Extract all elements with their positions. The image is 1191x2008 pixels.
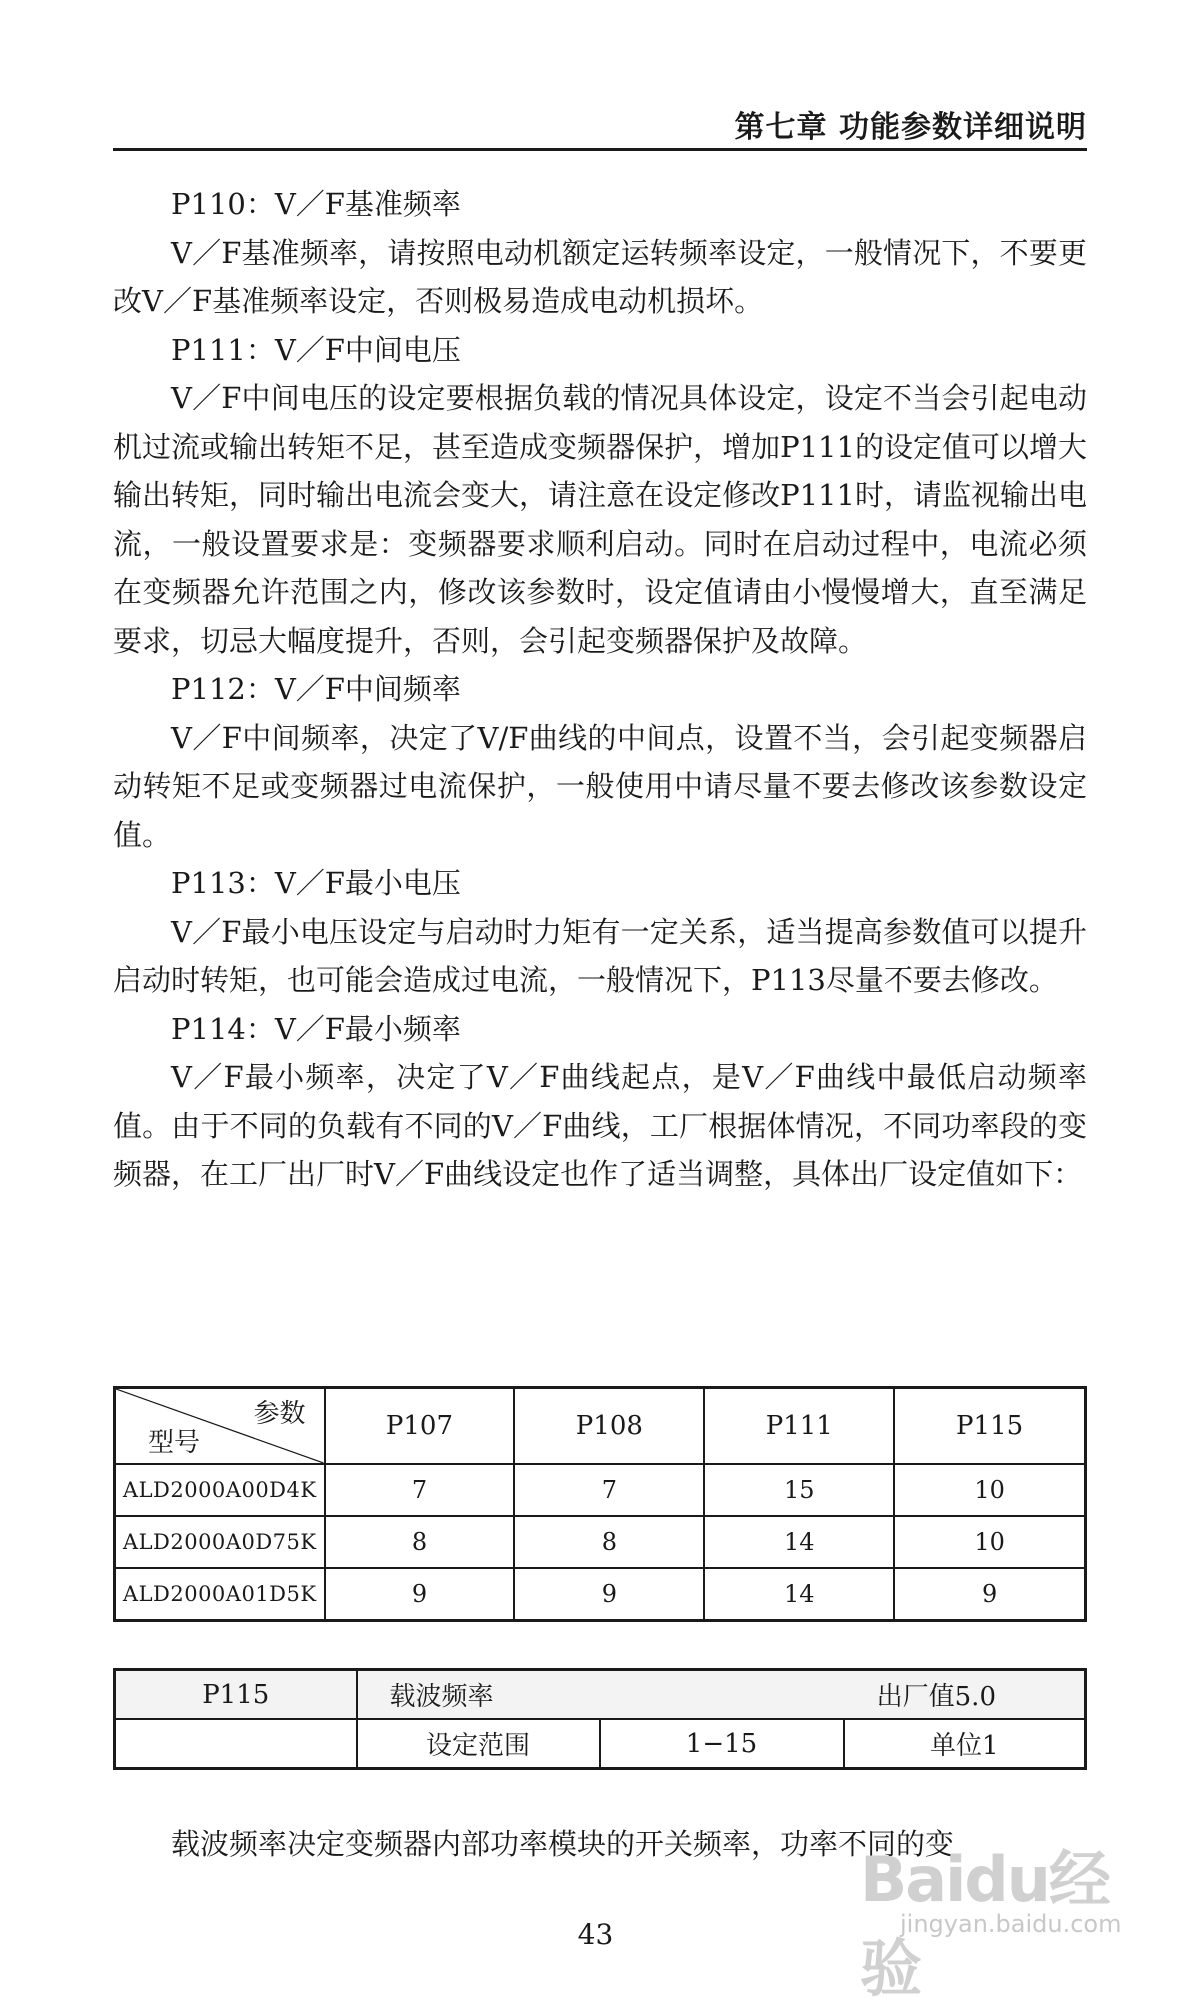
empty-cell: [115, 1719, 357, 1769]
corner-label-param: 参数: [253, 1399, 306, 1429]
header-rule: [113, 148, 1087, 151]
watermark-url: jingyan.baidu.com: [900, 1910, 1122, 1938]
param-heading-p114: P114：V／F最小频率: [171, 1011, 461, 1046]
range-label-cell: 设定范围: [357, 1719, 600, 1769]
paragraph: V／F最小频率，决定了V／F曲线起点，是V／F曲线中最低启动频率值。由于不同的负载有不同的V／F曲线，工厂根据体情况，不同功率段的变频器，在工厂出厂时V／F曲线设定也作了适当调整，具体出厂设定值如下：: [113, 1060, 1087, 1191]
value-cell: 8: [325, 1516, 515, 1568]
table-row: [115, 1464, 1086, 1516]
corner-header-cell: [115, 1388, 325, 1465]
corner-label-model: 型号: [148, 1428, 201, 1458]
param-range-row: [115, 1719, 1086, 1769]
value-cell: 7: [325, 1464, 515, 1516]
value-cell: 9: [514, 1568, 704, 1621]
value-cell: 7: [514, 1464, 704, 1516]
column-header: P111: [704, 1388, 894, 1465]
column-header: P107: [325, 1388, 515, 1465]
paragraph: V／F中间电压的设定要根据负载的情况具体设定，设定不当会引起电动机过流或输出转矩不足，甚至造成变频器保护，增加P111的设定值可以增大输出转矩，同时输出电流会变大，请注意在设定修改P111时，请监视输出电流，一般设置要求是：变频器要求顺利启动。同时在启动过程中，电流必须在变频器允许范围之内，修改该参数时，设定值请由小慢慢增大，直至满足要求，切忌大幅度提升，否则，会引起变频器保护及故障。: [113, 381, 1087, 658]
baidu-jingyan-logo: Baidu经验: [860, 1843, 1109, 2005]
param-heading-p110: P110：V／F基准频率: [171, 187, 461, 221]
table-row: [115, 1568, 1086, 1621]
page-number: 43: [577, 1918, 614, 1951]
parameter-table-p115: [113, 1668, 1087, 1770]
chapter-header: 第七章 功能参数详细说明: [734, 110, 1087, 145]
value-cell: 9: [325, 1568, 515, 1621]
column-header: P108: [514, 1388, 704, 1465]
paragraph: V／F最小电压设定与启动时力矩有一定关系，适当提高参数值可以提升启动时转矩，也可能会造成过电流，一般情况下，P113尽量不要去修改。: [113, 914, 1087, 997]
paragraph: V／F基准频率，请按照电动机额定运转频率设定，一般情况下，不要更改V／F基准频率设定，否则极易造成电动机损坏。: [113, 235, 1087, 318]
model-cell: ALD2000A01D5K: [115, 1568, 325, 1621]
param-code-cell: P115: [115, 1670, 357, 1720]
param-heading-p113: P113：V／F最小电压: [171, 866, 461, 900]
unit-cell: 单位1: [844, 1719, 1086, 1769]
column-header: P115: [894, 1388, 1085, 1465]
param-name: 载波频率: [389, 1682, 494, 1712]
value-cell: 9: [894, 1568, 1085, 1621]
range-value-cell: 1−15: [600, 1719, 844, 1769]
param-default-value: 出厂值5.0: [876, 1682, 996, 1712]
value-cell: 10: [894, 1516, 1085, 1568]
param-heading-p112: P112：V／F中间频率: [171, 672, 461, 706]
model-cell: ALD2000A00D4K: [115, 1464, 325, 1516]
value-cell: 8: [514, 1516, 704, 1568]
factory-settings-table: [113, 1386, 1087, 1622]
model-cell: ALD2000A0D75K: [115, 1516, 325, 1568]
body-text: [113, 180, 1087, 1199]
param-name-row: [115, 1670, 1086, 1720]
param-heading-p111: P111：V／F中间电压: [171, 332, 461, 367]
value-cell: 15: [704, 1464, 894, 1516]
value-cell: 14: [704, 1568, 894, 1621]
param-name-cell: [357, 1670, 1086, 1720]
table-header-row: [115, 1388, 1086, 1465]
paragraph: V／F中间频率，决定了V/F曲线的中间点，设置不当，会引起变频器启动转矩不足或变频器过电流保护，一般使用中请尽量不要去修改该参数设定值。: [113, 720, 1087, 852]
table-row: [115, 1516, 1086, 1568]
value-cell: 10: [894, 1464, 1085, 1516]
value-cell: 14: [704, 1516, 894, 1568]
bottom-paragraph: 载波频率决定变频器内部功率模块的开关频率，功率不同的变: [171, 1827, 955, 1861]
